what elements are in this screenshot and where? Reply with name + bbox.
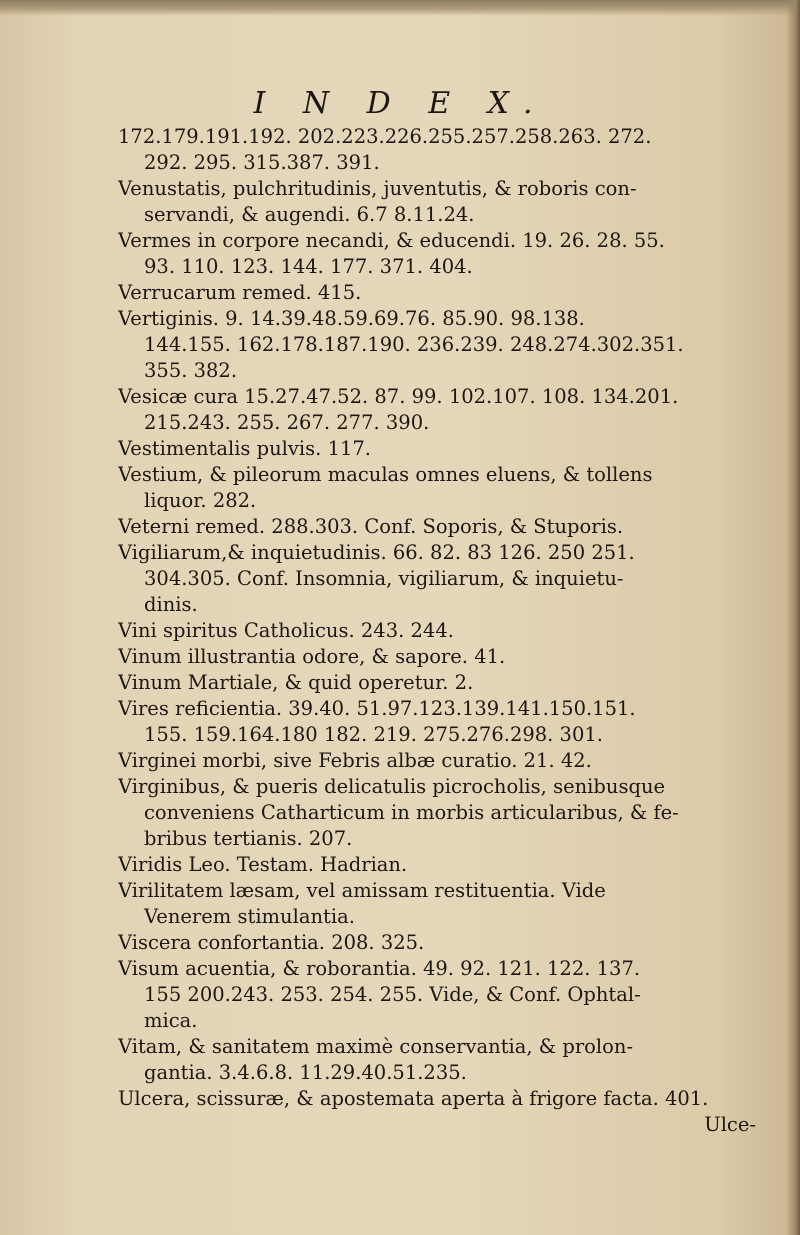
index-entry	[118, 514, 768, 540]
entry-line: mica.	[144, 1009, 198, 1032]
entry-line: Vesicæ cura 15.27.47.52. 87. 99. 102.107. 108. 134.201.	[118, 385, 679, 408]
index-entry	[118, 956, 768, 1034]
index-entry	[118, 930, 768, 956]
entry-line: Virginei morbi, sive Febris albæ curatio. 21. 42.	[118, 749, 592, 772]
index-entry	[118, 462, 768, 514]
index-entry	[118, 280, 768, 306]
entry-line: Viscera confortantia. 208. 325.	[118, 931, 425, 954]
entry-line: Vires reficientia. 39.40. 51.97.123.139.141.150.151.	[118, 697, 636, 720]
index-entry	[118, 176, 768, 228]
entry-line: Virginibus, & pueris delicatulis picrocholis, senibusque	[118, 775, 666, 798]
entry-line: Vitam, & sanitatem maximè conservantia, & prolon-	[118, 1035, 634, 1058]
entry-line: Vermes in corpore necandi, & educendi. 19. 26. 28. 55.	[118, 229, 665, 252]
entry-line: Visum acuentia, & roborantia. 49. 92. 121. 122. 137.	[118, 957, 641, 980]
index-entry	[118, 618, 768, 644]
index-entry	[118, 878, 768, 930]
index-entry	[118, 748, 768, 774]
page-top-edge	[0, 0, 800, 16]
entry-line: Vini spiritus Catholicus. 243. 244.	[118, 619, 454, 642]
entry-line: dinis.	[144, 593, 198, 616]
entry-line: Vestium, & pileorum maculas omnes eluens, & tollens	[118, 463, 653, 486]
entry-line: Venustatis, pulchritudinis, juventutis, & roboris con-	[118, 177, 637, 200]
index-entry	[118, 1034, 768, 1086]
index-entry	[118, 306, 768, 384]
entry-line: 93. 110. 123. 144. 177. 371. 404.	[144, 255, 473, 278]
entry-line: gantia. 3.4.6.8. 11.29.40.51.235.	[144, 1061, 467, 1084]
index-entry	[118, 696, 768, 748]
index-entry	[118, 1086, 768, 1112]
index-entry	[118, 384, 768, 436]
index-entry	[118, 540, 768, 618]
entry-line: Venerem stimulantia.	[144, 905, 355, 928]
page-binding-edge	[786, 0, 800, 1235]
entry-line: 215.243. 255. 267. 277. 390.	[144, 411, 430, 434]
entry-line: 304.305. Conf. Insomnia, vigiliarum, & inquietu-	[144, 567, 624, 590]
index-entries	[118, 124, 768, 1138]
entry-line: Vinum Martiale, & quid operetur. 2.	[118, 671, 474, 694]
index-entry	[118, 436, 768, 462]
entry-line: 155. 159.164.180 182. 219. 275.276.298. 301.	[144, 723, 603, 746]
entry-line: servandi, & augendi. 6.7 8.11.24.	[144, 203, 475, 226]
entry-line: Vigiliarum,& inquietudinis. 66. 82. 83 126. 250 251.	[118, 541, 635, 564]
entry-line: bribus tertianis. 207.	[144, 827, 353, 850]
entry-line: conveniens Catharticum in morbis articularibus, & fe-	[144, 801, 679, 824]
index-entry	[118, 670, 768, 696]
entry-line: Vestimentalis pulvis. 117.	[118, 437, 371, 460]
entry-line: 172.179.191.192. 202.223.226.255.257.258.263. 272.	[118, 125, 652, 148]
entry-line: 355. 382.	[144, 359, 238, 382]
entry-line: Vertiginis. 9. 14.39.48.59.69.76. 85.90. 98.138.	[118, 307, 585, 330]
entry-line: Vinum illustrantia odore, & sapore. 41.	[118, 645, 506, 668]
index-entry	[118, 852, 768, 878]
entry-line: Virilitatem læsam, vel amissam restituentia. Vide	[118, 879, 606, 902]
index-entry	[118, 228, 768, 280]
index-entry	[118, 644, 768, 670]
entry-line: liquor. 282.	[144, 489, 257, 512]
entry-line: 144.155. 162.178.187.190. 236.239. 248.274.302.351.	[144, 333, 684, 356]
entry-line: Verrucarum remed. 415.	[118, 281, 362, 304]
index-entry	[118, 774, 768, 852]
entry-line: Viridis Leo. Testam. Hadrian.	[118, 853, 408, 876]
entry-line: Ulcera, scissuræ, & apostemata aperta à frigore facta. 401.	[118, 1087, 709, 1110]
index-entry	[118, 124, 768, 176]
catchword: Ulce-	[704, 1113, 756, 1136]
running-head: I N D E X.	[253, 86, 547, 121]
entry-line: 292. 295. 315.387. 391.	[144, 151, 380, 174]
entry-line: Veterni remed. 288.303. Conf. Soporis, & Stuporis.	[118, 515, 624, 538]
entry-line: 155 200.243. 253. 254. 255. Vide, & Conf. Ophtal-	[144, 983, 641, 1006]
